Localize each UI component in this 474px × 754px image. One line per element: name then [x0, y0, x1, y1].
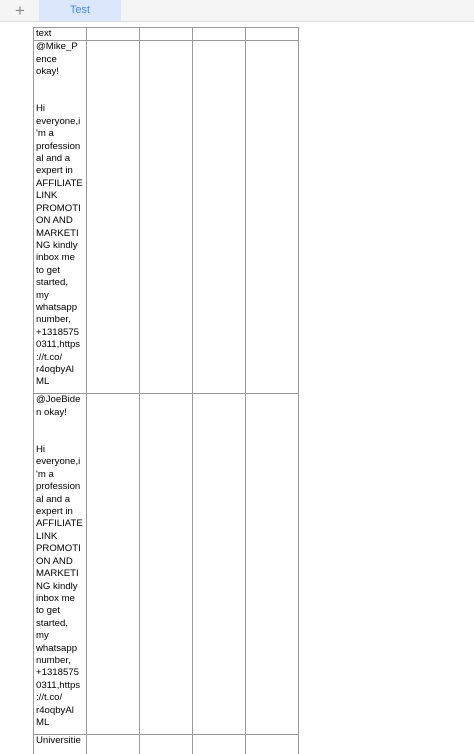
table-cell[interactable]: [246, 41, 299, 394]
table-cell[interactable]: [193, 41, 246, 394]
table-row: [34, 394, 299, 735]
table-row: [34, 735, 299, 754]
table-cell[interactable]: [246, 394, 299, 735]
table-cell[interactable]: [140, 394, 193, 735]
add-sheet-icon[interactable]: +: [15, 1, 25, 20]
table-cell[interactable]: [193, 735, 246, 754]
spreadsheet-area: [0, 22, 474, 754]
table-row: [34, 41, 299, 394]
table-cell[interactable]: [87, 394, 140, 735]
table-cell[interactable]: [140, 28, 193, 41]
table-cell[interactable]: [246, 28, 299, 41]
table-cell[interactable]: [87, 735, 140, 754]
spreadsheet-table: [33, 27, 299, 754]
table-cell[interactable]: [193, 28, 246, 41]
table-cell[interactable]: @JoeBide n okay! Hi everyone,i 'm a profession al and a expert in AFFILIATE LINK PROMOTI ON AND MARKETI NG kindly inbox me to get started, my whatsapp number, +1318575 0311,https ://t.co/ r4oqbyAl ML: [34, 394, 87, 735]
table-row: [34, 28, 299, 41]
table-cell[interactable]: [246, 735, 299, 754]
table-cell[interactable]: [140, 41, 193, 394]
table-cell[interactable]: [87, 41, 140, 394]
tab-test[interactable]: Test: [39, 0, 121, 21]
table-cell[interactable]: text: [34, 28, 87, 41]
table-cell[interactable]: [140, 735, 193, 754]
table-cell[interactable]: [193, 394, 246, 735]
table-cell[interactable]: @Mike_P ence okay! Hi everyone,i 'm a profession al and a expert in AFFILIATE LINK PROMOTI ON AND MARKETI NG kindly inbox me to get started, my whatsapp number, +1318575 0311,https ://t.co/ r4oqbyAl ML: [34, 41, 87, 394]
table-cell[interactable]: Universitie: [34, 735, 87, 754]
sheet-tab-bar: [0, 0, 474, 22]
table-cell[interactable]: [87, 28, 140, 41]
